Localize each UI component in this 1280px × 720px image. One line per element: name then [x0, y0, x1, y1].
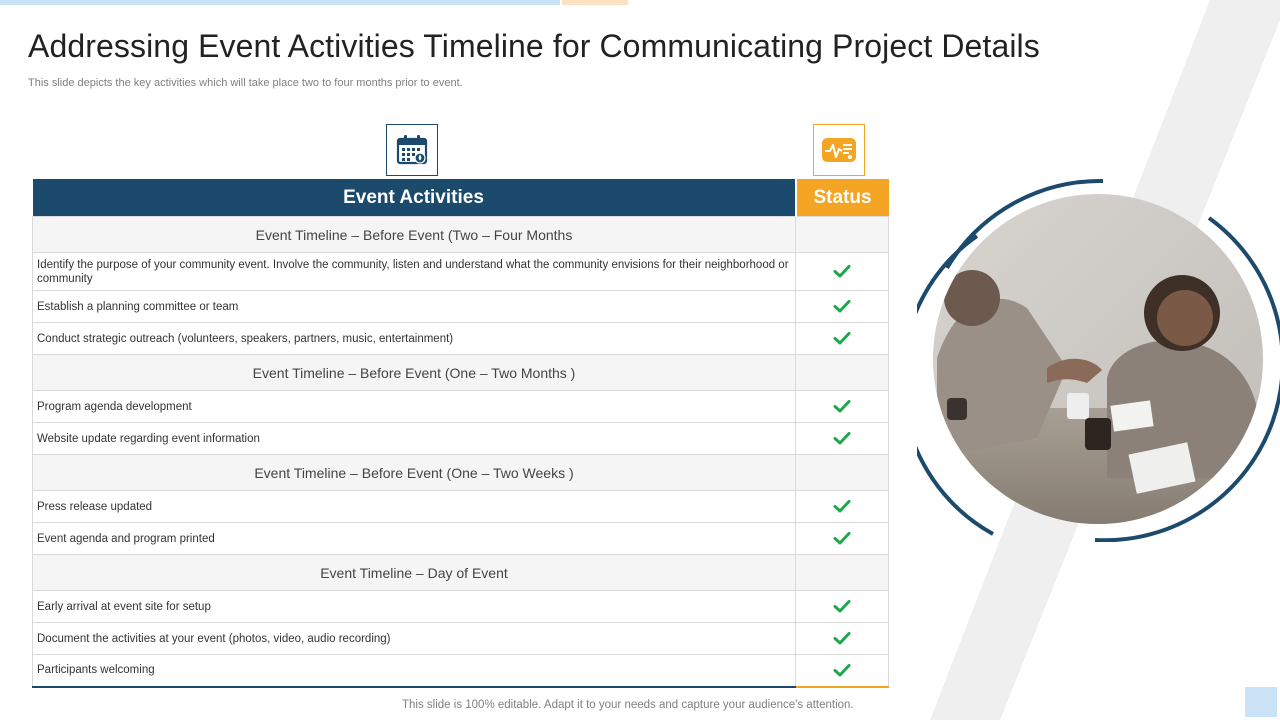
- check-icon: [833, 264, 851, 278]
- check-icon: [833, 431, 851, 445]
- status-cell: [796, 253, 889, 291]
- section-row: [33, 217, 889, 253]
- table-row: [33, 323, 889, 355]
- handshake-photo: [917, 178, 1280, 542]
- status-cell: [796, 291, 889, 323]
- activity-text: Establish a planning committee or team: [33, 291, 796, 323]
- header-status: Status: [796, 179, 889, 217]
- status-cell: [796, 591, 889, 623]
- slide-subtitle: This slide depicts the key activities which will take place two to four months prior to event.: [28, 77, 463, 89]
- activity-text: Website update regarding event information: [33, 423, 796, 455]
- status-card-icon: [820, 135, 858, 165]
- status-icon-box: [813, 124, 865, 176]
- handshake-photo-frame: [917, 178, 1280, 542]
- activity-text: Document the activities at your event (photos, video, audio recording): [33, 623, 796, 655]
- event-activities-table: [32, 179, 889, 688]
- table-row: [33, 391, 889, 423]
- table-row: [33, 623, 889, 655]
- activity-text: Identify the purpose of your community event. Involve the community, listen and understand what the community envisions for their neighborhood or community: [33, 253, 796, 291]
- table-row: [33, 655, 889, 687]
- section-heading: Event Timeline – Before Event (One – Two Months ): [33, 355, 796, 391]
- status-cell: [796, 323, 889, 355]
- table-row: [33, 491, 889, 523]
- section-status-cell: [796, 555, 889, 591]
- corner-accent: [1245, 687, 1277, 717]
- check-icon: [833, 331, 851, 345]
- check-icon: [833, 631, 851, 645]
- section-row: [33, 555, 889, 591]
- status-cell: [796, 655, 889, 687]
- check-icon: [833, 399, 851, 413]
- status-cell: [796, 523, 889, 555]
- status-cell: [796, 491, 889, 523]
- slide-footer-note: This slide is 100% editable. Adapt it to your needs and capture your audience's attention.: [402, 699, 854, 711]
- section-status-cell: [796, 217, 889, 253]
- check-icon: [833, 499, 851, 513]
- slide-title: Addressing Event Activities Timeline for Communicating Project Details: [28, 28, 1040, 64]
- table-row: [33, 253, 889, 291]
- activity-text: Early arrival at event site for setup: [33, 591, 796, 623]
- table-row: [33, 291, 889, 323]
- section-row: [33, 355, 889, 391]
- check-icon: [833, 663, 851, 677]
- header-event-activities: Event Activities: [33, 179, 796, 217]
- status-cell: [796, 391, 889, 423]
- section-heading: Event Timeline – Before Event (One – Two Weeks ): [33, 455, 796, 491]
- section-row: [33, 455, 889, 491]
- check-icon: [833, 599, 851, 613]
- calendar-icon-box: [386, 124, 438, 176]
- table-row: [33, 423, 889, 455]
- calendar-icon: [395, 133, 429, 167]
- activity-text: Participants welcoming: [33, 655, 796, 687]
- check-icon: [833, 531, 851, 545]
- status-cell: [796, 423, 889, 455]
- activity-text: Conduct strategic outreach (volunteers, speakers, partners, music, entertainment): [33, 323, 796, 355]
- check-icon: [833, 299, 851, 313]
- table-header-row: [33, 179, 889, 217]
- section-heading: Event Timeline – Day of Event: [33, 555, 796, 591]
- activity-text: Press release updated: [33, 491, 796, 523]
- table-row: [33, 523, 889, 555]
- activity-text: Program agenda development: [33, 391, 796, 423]
- status-cell: [796, 623, 889, 655]
- activity-text: Event agenda and program printed: [33, 523, 796, 555]
- section-heading: Event Timeline – Before Event (Two – Four Months: [33, 217, 796, 253]
- table-row: [33, 591, 889, 623]
- section-status-cell: [796, 355, 889, 391]
- section-status-cell: [796, 455, 889, 491]
